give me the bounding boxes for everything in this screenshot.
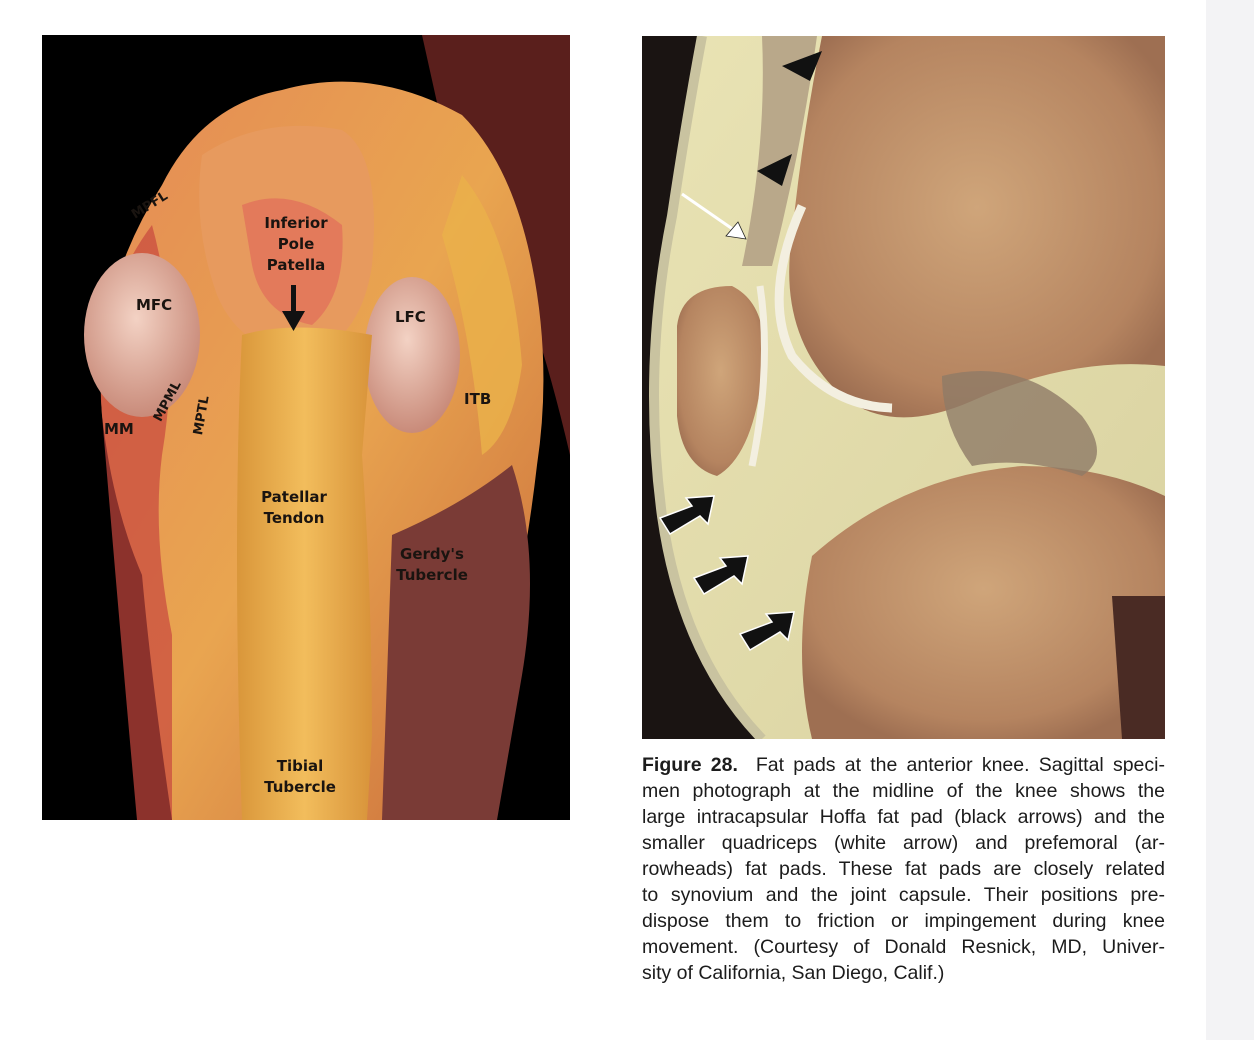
label-inferior-pole-patella [264,213,328,276]
caption-line-1-text: Fat pads at the anterior knee. Sagittal speci- [755,754,1165,776]
caption-line-3: large intracapsular Hoffa fat pad (black arrows) and the [642,806,1165,828]
label-mm: MM [104,420,134,438]
caption-line-6: to synovium and the joint capsule. Their positions pre- [642,884,1165,906]
label-mptl: MPTL [190,394,213,437]
figure-number: Figure 28. [642,754,738,776]
label-mpfl: MPFL [129,188,171,223]
label-gerdys-tubercle-line2: Tubercle [396,566,468,584]
caption-line-2: men photograph at the midline of the knee shows the [642,780,1165,802]
label-tibial-tubercle-line1: Tibial [276,757,324,775]
caption-line-8: movement. (Courtesy of Donald Resnick, MD, Univer- [642,936,1165,958]
caption-line-5: rowheads) fat pads. These fat pads are closely related [642,858,1165,880]
label-tibial-tubercle [258,756,342,798]
caption-line-7: dispose them to friction or impingement during knee [642,910,1165,932]
label-lfc: LFC [395,308,426,326]
sagittal-specimen-graphic [642,36,1165,739]
label-mfc: MFC [136,296,173,314]
label-patellar-tendon-line2: Tendon [263,509,325,527]
caption-line-1 [642,752,1165,778]
label-gerdys-tubercle-line1: Gerdy's [400,545,464,563]
sagittal-specimen-photo [642,36,1165,739]
caption-line-4: smaller quadriceps (white arrow) and prefemoral (ar- [642,832,1165,854]
figure-caption [642,752,1165,986]
label-patellar-tendon-line1: Patellar [261,488,327,506]
label-mpml: MPML [150,378,185,425]
label-inferior-pole-patella-line2: Pole [277,235,315,253]
caption-line-9: sity of California, San Diego, Calif.) [642,962,945,984]
label-patellar-tendon [256,487,332,529]
page-gutter [1206,0,1254,1040]
dissection-photo [42,35,570,820]
label-inferior-pole-patella-line3: Patella [266,256,326,274]
label-tibial-tubercle-line2: Tubercle [264,778,336,796]
label-itb: ITB [464,390,492,408]
label-gerdys-tubercle [392,544,472,586]
label-inferior-pole-patella-line1: Inferior [264,214,328,232]
